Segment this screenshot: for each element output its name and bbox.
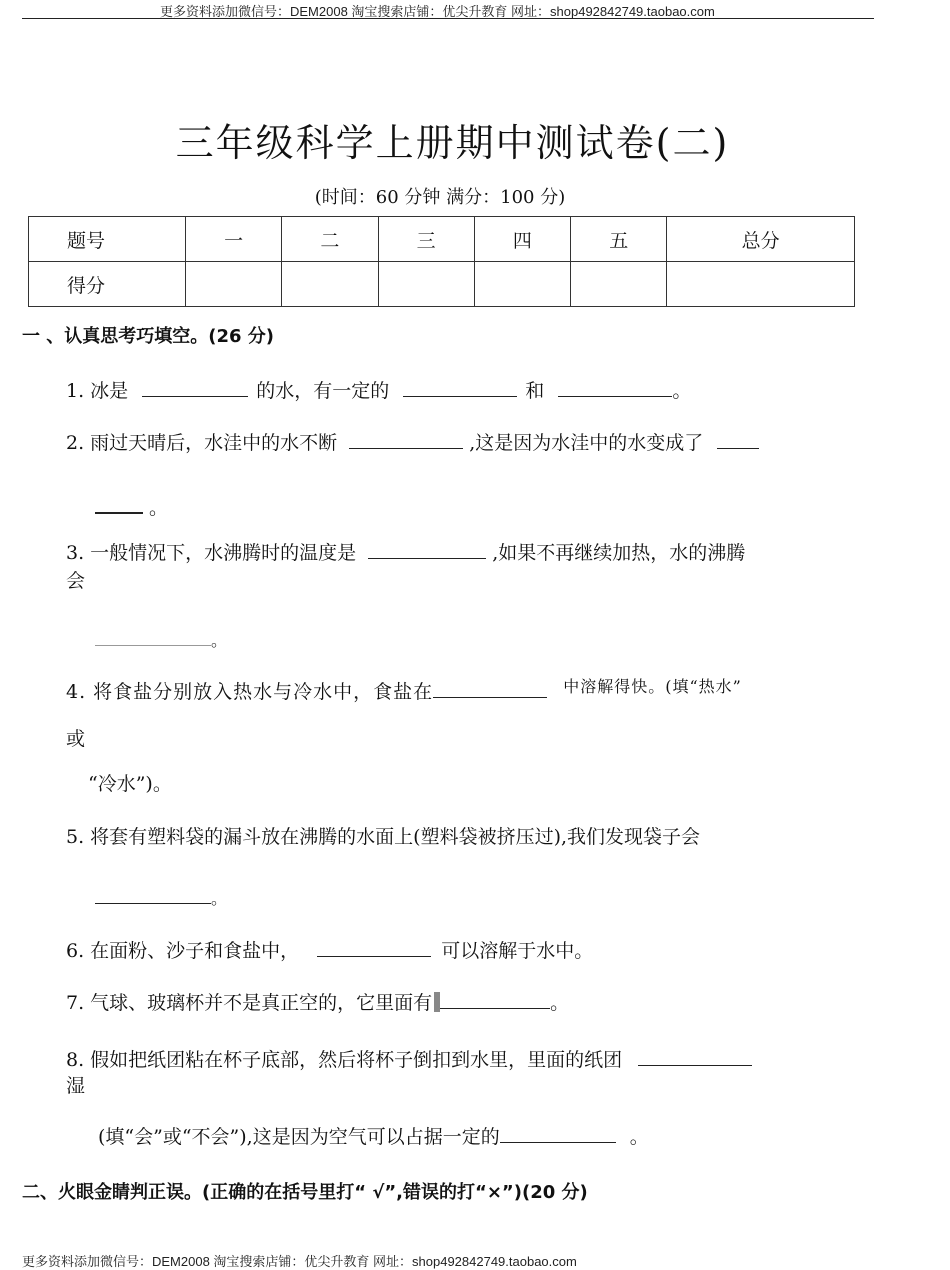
score-input-cell[interactable]: [474, 262, 570, 307]
exam-info: (时间：60 分钟 满分：100 分): [314, 187, 566, 208]
table-row: [29, 262, 855, 307]
question-4-continued: “冷水”)。: [88, 773, 172, 795]
score-table: [28, 216, 855, 307]
section-heading: 二、火眼金睛判正误。(正确的在括号里打“ √”,错误的打“×”)(20 分): [22, 1182, 588, 1203]
answer-blank[interactable]: [500, 1124, 616, 1143]
answer-blank[interactable]: [717, 430, 759, 449]
question-2: 2. 雨过天晴后，水洼中的水不断 ,这是因为水洼中的水变成了: [66, 428, 759, 455]
table-cell: 三: [378, 217, 474, 262]
page-title: 三年级科学上册期中测试卷(二): [175, 121, 730, 165]
question-3-continued: 。: [95, 627, 227, 651]
question-5: 5. 将套有塑料袋的漏斗放在沸腾的水面上(塑料袋被挤压过),我们发现袋子会: [66, 826, 701, 848]
answer-blank[interactable]: [349, 430, 463, 449]
question-2-continued: 。: [95, 493, 168, 520]
section-heading: 一 、认真思考巧填空。(26 分): [22, 326, 275, 347]
answer-blank[interactable]: [142, 378, 248, 397]
table-cell: 二: [282, 217, 378, 262]
question-8-continued: (填“会”或“不会”),这是因为空气可以占据一定的 。: [98, 1126, 649, 1148]
table-cell: 一: [186, 217, 282, 262]
answer-blank[interactable]: [558, 378, 672, 397]
table-cell: 题号: [29, 217, 186, 262]
question-5-continued: 。: [95, 885, 227, 909]
answer-blank[interactable]: [638, 1047, 752, 1066]
table-cell: 五: [571, 217, 667, 262]
question-8: 8. 假如把纸团粘在杯子底部，然后将杯子倒扣到水里，里面的纸团: [66, 1045, 752, 1072]
question-6: 6. 在面粉、沙子和食盐中， 可以溶解于水中。: [66, 940, 594, 962]
question-7: 7. 气球、玻璃杯并不是真正空的，它里面有 。: [66, 992, 570, 1014]
question-8-wrap: 湿: [66, 1075, 86, 1097]
table-cell: 四: [474, 217, 570, 262]
answer-blank[interactable]: [95, 627, 211, 646]
question-4: 4. 将食盐分别放入热水与冷水中，食盐在 $^{中溶解得快。(填“热水”}$: [66, 677, 742, 703]
table-row: [29, 217, 855, 262]
table-cell: 得分: [29, 262, 186, 307]
answer-blank[interactable]: [403, 378, 517, 397]
question-3: 3. 一般情况下，水沸腾时的温度是 ,如果不再继续加热，水的沸腾: [66, 542, 746, 564]
score-input-cell[interactable]: [282, 262, 378, 307]
score-input-cell[interactable]: [667, 262, 855, 307]
answer-blank[interactable]: [317, 938, 431, 957]
answer-blank[interactable]: [95, 885, 211, 904]
question-1: 1. 冰是 的水，有一定的 和 。: [66, 380, 692, 402]
answer-blank[interactable]: [95, 494, 143, 514]
table-cell: 总分: [667, 217, 855, 262]
answer-blank[interactable]: [433, 679, 547, 698]
question-4-wrap: 或: [66, 728, 86, 750]
score-input-cell[interactable]: [571, 262, 667, 307]
page-header: 更多资料添加微信号：DEM2008 淘宝搜索店铺：优尖升教育 网址：shop492842749.taobao.com: [160, 4, 715, 19]
page-footer: 更多资料添加微信号：DEM2008 淘宝搜索店铺：优尖升教育 网址：shop492842749.taobao.com: [22, 1254, 577, 1269]
question-3-wrap: 会: [66, 570, 86, 592]
header-divider: [22, 18, 874, 19]
answer-blank[interactable]: [440, 990, 550, 1009]
score-input-cell[interactable]: [186, 262, 282, 307]
answer-blank[interactable]: [368, 540, 486, 559]
score-input-cell[interactable]: [378, 262, 474, 307]
